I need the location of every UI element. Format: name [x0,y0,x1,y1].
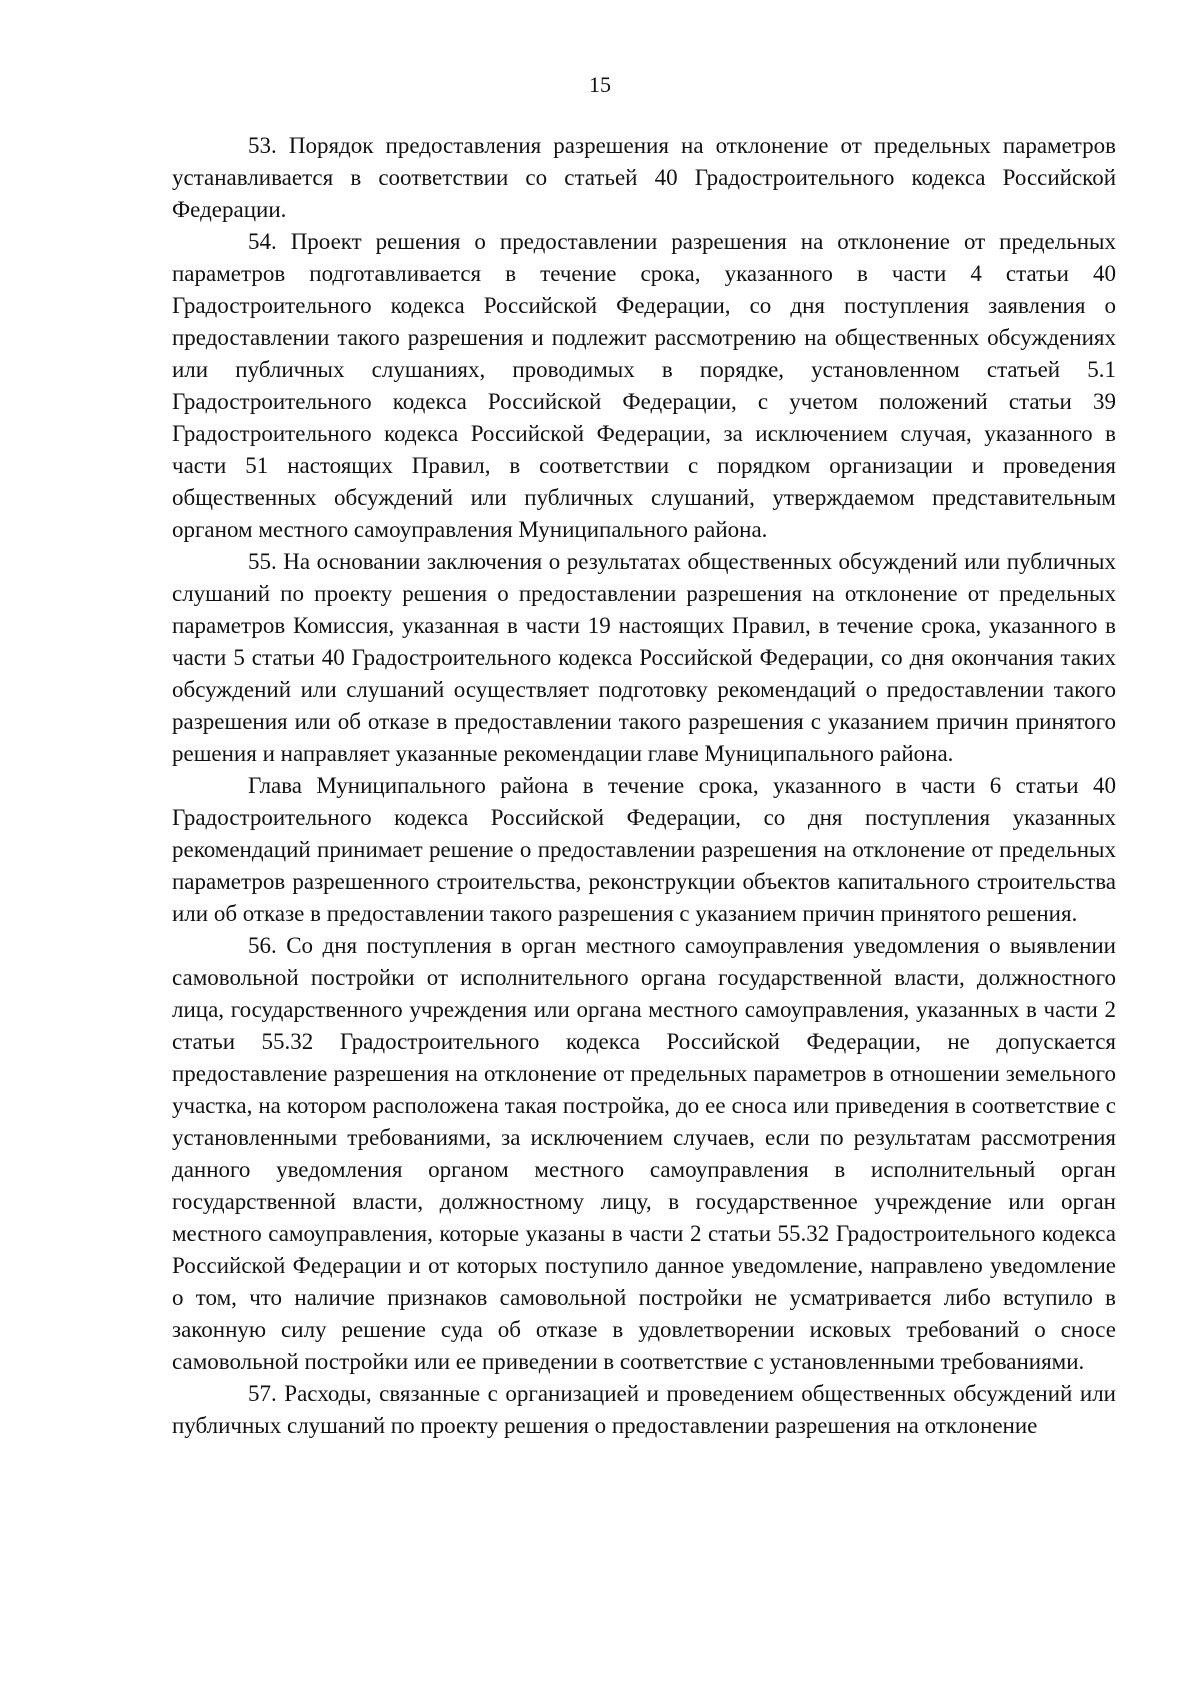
paragraph-53: 53. Порядок предоставления разрешения на отклонение от предельных параметров устанавливается в соответствии со статьей 40 Градостроительного кодекса Российской Федерации. [172,133,1116,222]
document-body [172,130,1116,1442]
paragraph-56: 56. Со дня поступления в орган местного самоуправления уведомления о выявлении самовольной постройки от исполнительного органа государственной власти, должностного лица, государственного учреждения или органа местного самоуправления, указанных в части 2 статьи 55.32 Градостроительного кодекса Российской Федерации, не допускается предоставление разрешения на отклонение от предельных параметров в отношении земельного участка, на котором расположена такая постройка, до ее сноса или приведения в соответствие с установленными требованиями, за исключением случаев, если по результатам рассмотрения данного уведомления органом местного самоуправления в исполнительный орган государственной власти, должностному лицу, в государственное учреждение или орган местного самоуправления, которые указаны в части 2 статьи 55.32 Градостроительного кодекса Российской Федерации и от которых поступило данное уведомление, направлено уведомление о том, что наличие признаков самовольной постройки не усматривается либо вступило в законную силу решение суда об отказе в удовлетворении исковых требований о сносе самовольной постройки или ее приведении в соответствие с установленными требованиями. [172,933,1116,1374]
paragraph-55-continuation: Глава Муниципального района в течение срока, указанного в части 6 статьи 40 Градостроительного кодекса Российской Федерации, со дня поступления указанных рекомендаций принимает решение о предоставлении разрешения на отклонение от предельных параметров разрешенного строительства, реконструкции объектов капитального строительства или об отказе в предоставлении такого разрешения с указанием причин принятого решения. [172,773,1116,926]
paragraph-55: 55. На основании заключения о результатах общественных обсуждений или публичных слушаний по проекту решения о предоставлении разрешения на отклонение от предельных параметров Комиссия, указанная в части 19 настоящих Правил, в течение срока, указанного в части 5 статьи 40 Градостроительного кодекса Российской Федерации, со дня окончания таких обсуждений или слушаний осуществляет подготовку рекомендаций о предоставлении такого разрешения или об отказе в предоставлении такого разрешения с указанием причин принятого решения и направляет указанные рекомендации главе Муниципального района. [172,549,1116,766]
page-number: 15 [589,72,611,97]
paragraph-57: 57. Расходы, связанные с организацией и проведением общественных обсуждений или публичных слушаний по проекту решения о предоставлении разрешения на отклонение [172,1381,1116,1438]
paragraph-54: 54. Проект решения о предоставлении разрешения на отклонение от предельных параметров подготавливается в течение срока, указанного в части 4 статьи 40 Градостроительного кодекса Российской Федерации, со дня поступления заявления о предоставлении такого разрешения и подлежит рассмотрению на общественных обсуждениях или публичных слушаниях, проводимых в порядке, установленном статьей 5.1 Градостроительного кодекса Российской Федерации, с учетом положений статьи 39 Градостроительного кодекса Российской Федерации, за исключением случая, указанного в части 51 настоящих Правил, в соответствии с порядком организации и проведения общественных обсуждений или публичных слушаний, утверждаемом представительным органом местного самоуправления Муниципального района. [172,229,1116,542]
